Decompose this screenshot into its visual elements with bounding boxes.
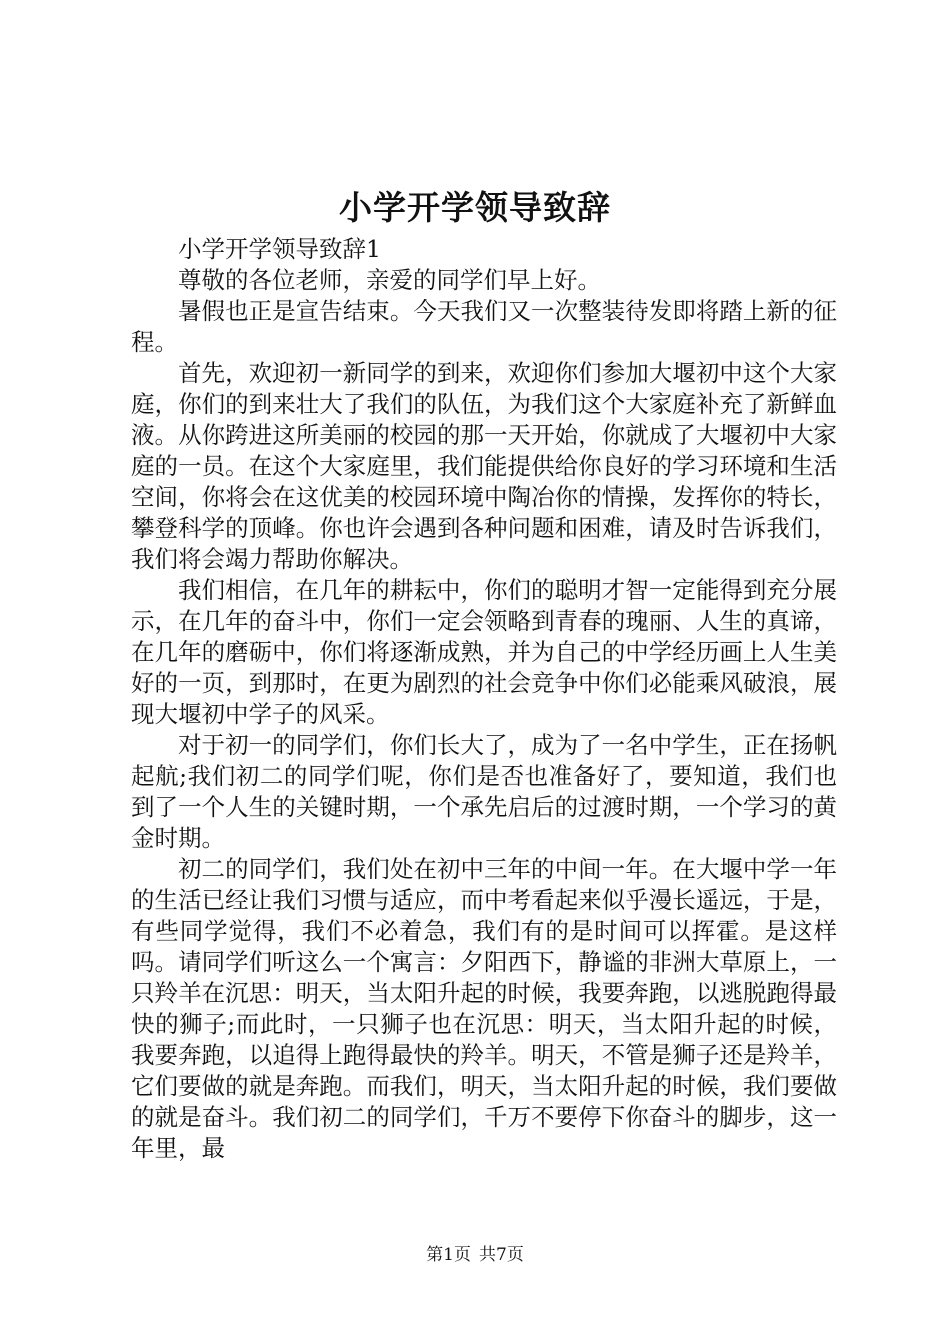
page-number: 第1页: [426, 1245, 471, 1265]
paragraph: 初二的同学们，我们处在初中三年的中间一年。在大堰中学一年的生活已经让我们习惯与适应，而中考看起来似乎漫长遥远，于是，有些同学觉得，我们不必着急，我们有的是时间可以挥霍。是这样吗。请同学们听这么一个寓言：夕阳西下，静谧的非洲大草原上，一只羚羊在沉思：明天，当太阳升起的时候，我要奔跑，以逃脱跑得最快的狮子;而此时，一只狮子也在沉思：明天，当太阳升起的时候，我要奔跑，以追得上跑得最快的羚羊。明天，不管是狮子还是羚羊，它们要做的就是奔跑。而我们，明天，当太阳升起的时候，我们要做的就是奋斗。我们初二的同学们，千万不要停下你奋斗的脚步，这一年里，最: [131, 855, 837, 1162]
paragraph: 我们相信，在几年的耕耘中，你们的聪明才智一定能得到充分展示，在几年的奋斗中，你们一定会领略到青春的瑰丽、人生的真谛，在几年的磨砺中，你们将逐渐成熟，并为自己的中学经历画上人生美好的一页，到那时，在更为剧烈的社会竞争中你们必能乘风破浪，展现大堰初中学子的风采。: [131, 576, 837, 728]
page-total: 共7页: [479, 1245, 524, 1265]
paragraph-greeting: 尊敬的各位老师，亲爱的同学们早上好。: [178, 266, 601, 294]
page-footer: [0, 1244, 950, 1266]
document-title: 小学开学领导致辞: [339, 188, 611, 227]
document-body: [131, 234, 837, 1164]
paragraph: 对于初一的同学们，你们长大了，成为了一名中学生，正在扬帆起航;我们初二的同学们呢，你们是否也准备好了，要知道，我们也到了一个人生的关键时期，一个承先启后的过渡时期，一个学习的黄金时期。: [131, 731, 837, 852]
paragraph: 暑假也正是宣告结束。今天我们又一次整装待发即将踏上新的征程。: [131, 297, 837, 356]
paragraph: 首先，欢迎初一新同学的到来，欢迎你们参加大堰初中这个大家庭，你们的到来壮大了我们的队伍，为我们这个大家庭补充了新鲜血液。从你跨进这所美丽的校园的那一天开始，你就成了大堰初中大家庭的一员。在这个大家庭里，我们能提供给你良好的学习环境和生活空间，你将会在这优美的校园环境中陶冶你的情操，发挥你的特长，攀登科学的顶峰。你也许会遇到各种问题和困难，请及时告诉我们，我们将会竭力帮助你解决。: [131, 359, 837, 573]
paragraph-heading: 小学开学领导致辞1: [178, 235, 381, 263]
